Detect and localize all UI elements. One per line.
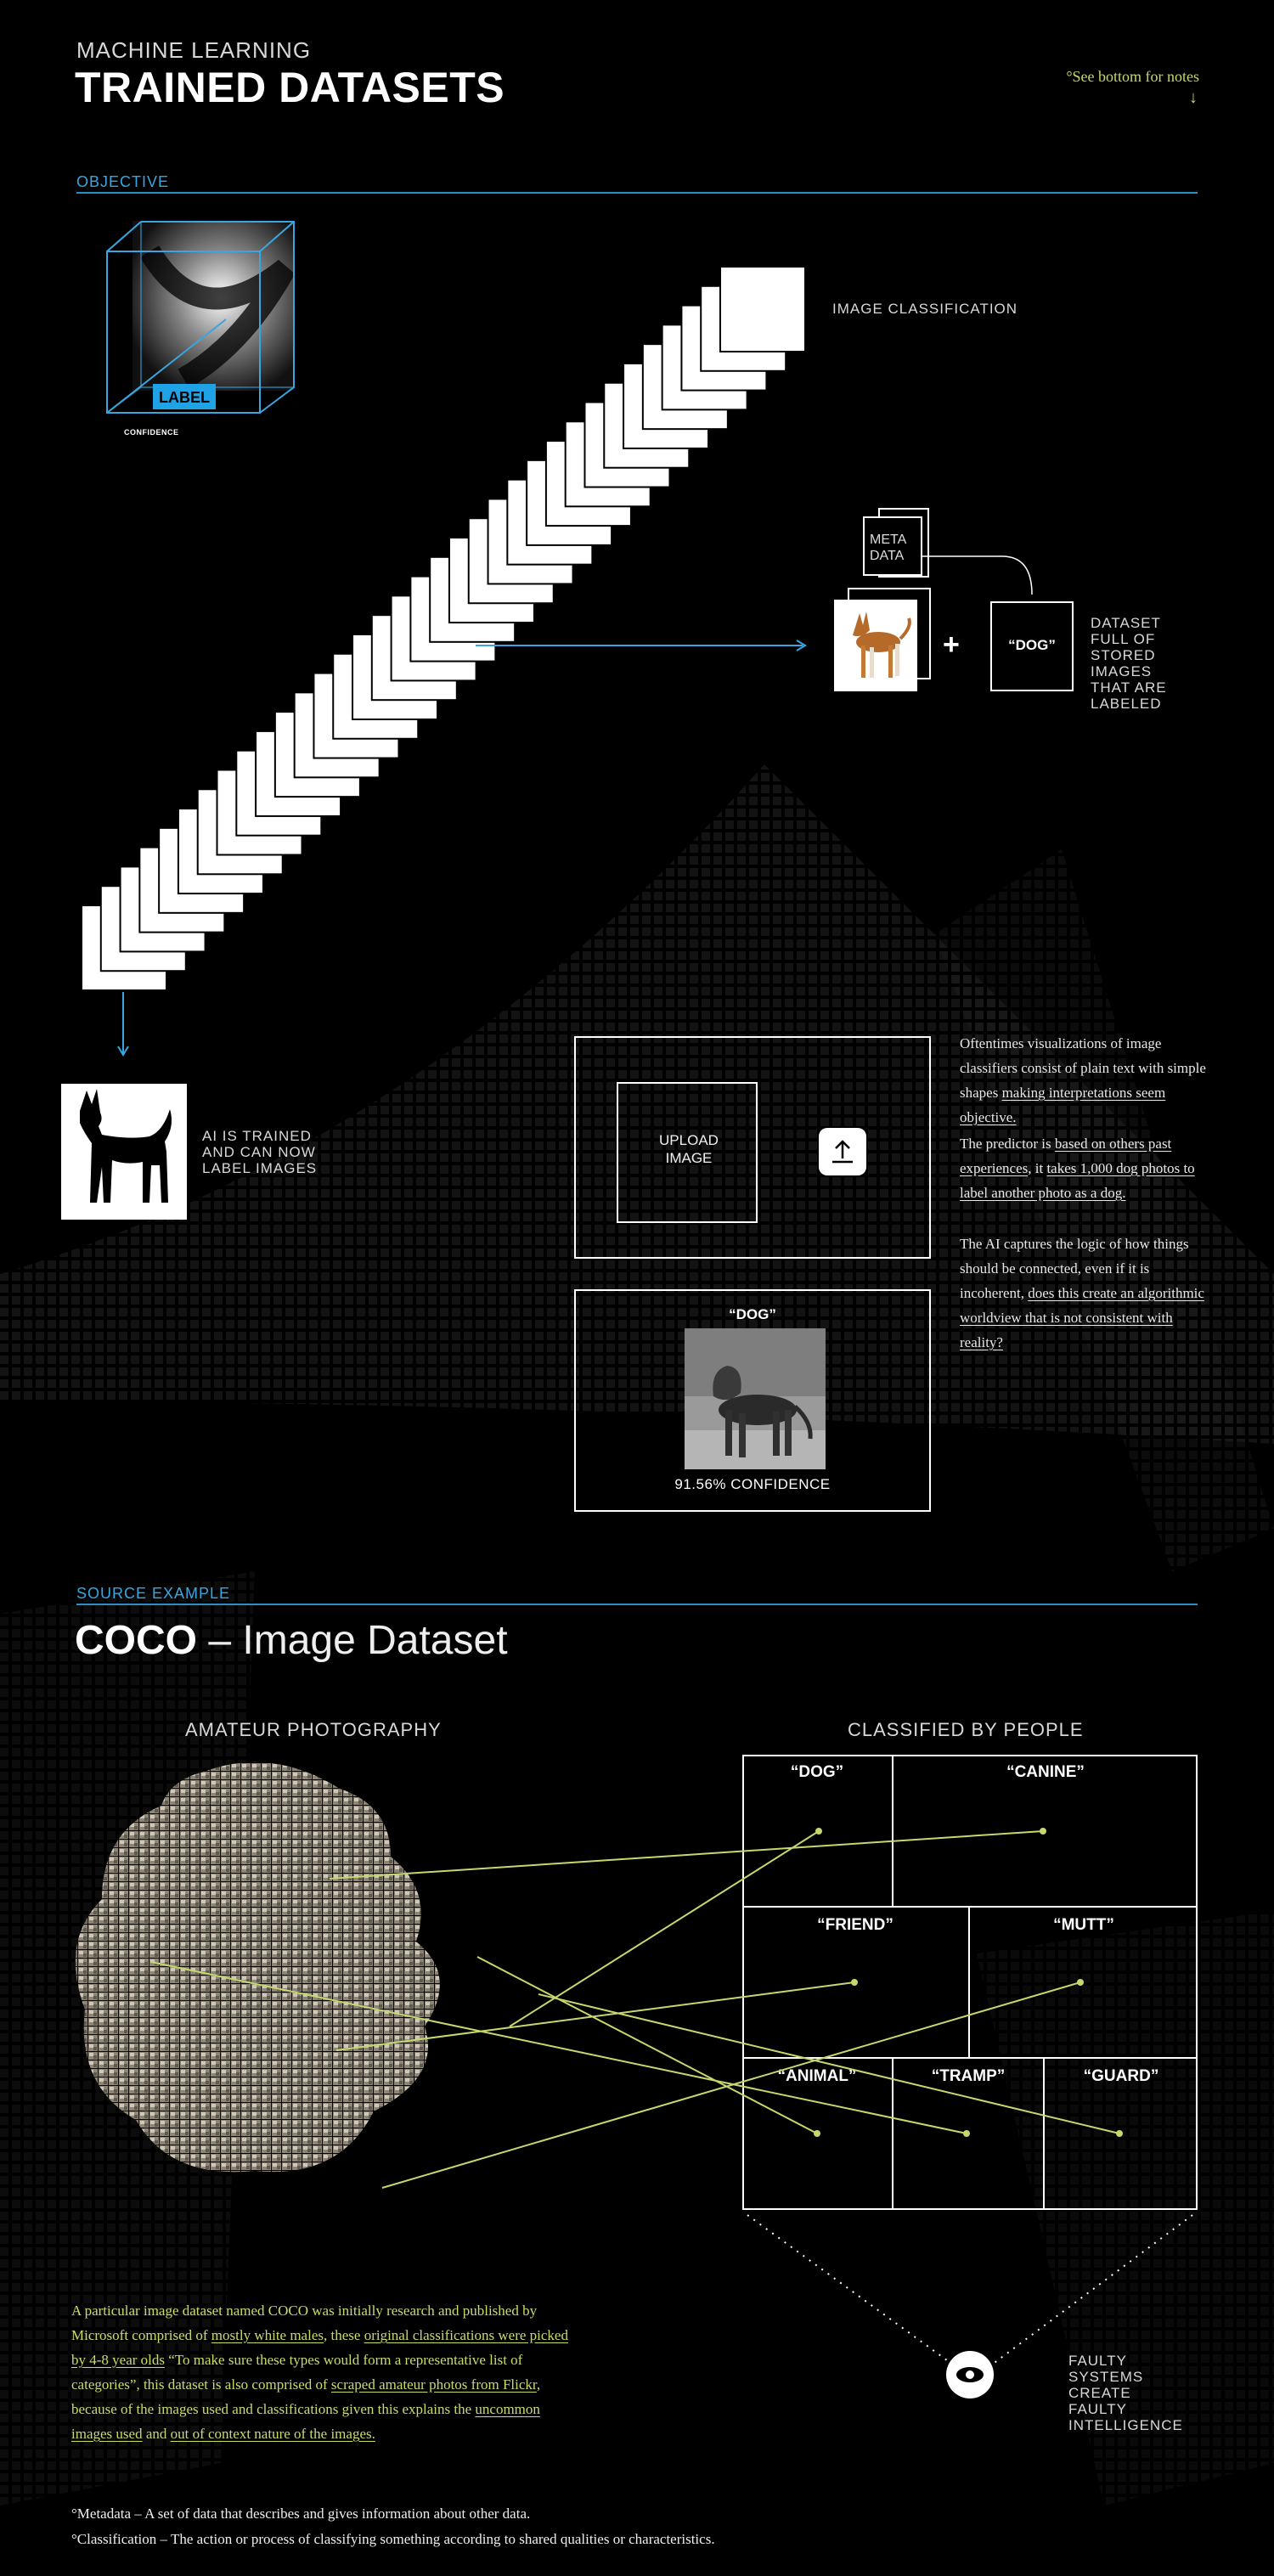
- section-label-source: SOURCE EXAMPLE: [76, 1585, 231, 1602]
- upload-image-label: UPLOAD IMAGE: [659, 1132, 719, 1166]
- down-arrow-icon: ↓: [1189, 88, 1198, 107]
- cube-caption: CONFIDENCE: [124, 428, 179, 437]
- coco-desc-link-1: mostly white males: [211, 2327, 324, 2343]
- category-dog-label: “DOG”: [790, 1763, 844, 1781]
- eye-icon: [946, 2351, 994, 2398]
- footnote-metadata: °Metadata – A set of data that describes and gives information about other data.: [71, 2506, 531, 2522]
- metadata-label: META DATA: [870, 533, 906, 563]
- category-mutt-label: “MUTT”: [1053, 1916, 1114, 1934]
- coco-title-rest: – Image Dataset: [197, 1618, 508, 1663]
- note-2-text: The predictor is: [960, 1136, 1055, 1152]
- coco-desc-3: “To make sure these types would form a representative list of categories”, this dataset is also comprised of: [71, 2352, 523, 2393]
- cube-label-badge: LABEL: [159, 389, 210, 406]
- note-2-link-2: takes 1,000 dog photos to label another photo as a dog.: [960, 1160, 1195, 1201]
- section-label-objective: OBJECTIVE: [76, 173, 170, 190]
- note-3-text: The AI captures the logic of how things should be connected, even if it is incoherent,: [960, 1236, 1189, 1301]
- result-confidence: 91.56% CONFIDENCE: [674, 1476, 831, 1492]
- trained-caption: AI IS TRAINED AND CAN NOW LABEL IMAGES: [202, 1128, 318, 1176]
- coco-desc-link-4: uncommon images used: [71, 2401, 540, 2442]
- footnote-classification: °Classification – The action or process of classifying something according to shared qualities or characteristics.: [71, 2531, 715, 2547]
- note-1-link: making interpretations seem objective.: [960, 1085, 1166, 1125]
- coco-desc-5: and: [142, 2426, 171, 2442]
- category-animal-label: “ANIMAL”: [777, 2067, 857, 2085]
- note-2-middle: , it: [1028, 1160, 1047, 1176]
- coco-desc-link-2: original classifications were picked by 4-8 year olds: [71, 2327, 568, 2368]
- category-guard-label: “GUARD”: [1083, 2067, 1159, 2085]
- note-1-text: Oftentimes visualizations of image classifiers consist of plain text with simple shapes: [960, 1035, 1206, 1101]
- note-2-link-1: based on others past experiences: [960, 1136, 1172, 1176]
- plus-icon: +: [943, 628, 960, 661]
- result-label: “DOG”: [729, 1306, 776, 1322]
- coco-desc-4: , because of the images used and classifications given this explains the: [71, 2376, 541, 2417]
- category-friend-label: “FRIEND”: [817, 1916, 893, 1934]
- coco-desc-link-5: out of context nature of the images.: [170, 2426, 375, 2442]
- classified-by-people-heading: CLASSIFIED BY PEOPLE: [848, 1719, 1084, 1740]
- see-notes-link[interactable]: °See bottom for notes: [1066, 68, 1199, 85]
- page-title: TRAINED DATASETS: [75, 64, 505, 111]
- stack-caption: IMAGE CLASSIFICATION: [832, 301, 1018, 317]
- dog-label-text: “DOG”: [1008, 637, 1056, 653]
- amateur-photography-heading: AMATEUR PHOTOGRAPHY: [185, 1719, 442, 1740]
- dataset-caption: DATASET FULL OF STORED IMAGES THAT ARE LABELED: [1091, 615, 1167, 712]
- category-tramp-label: “TRAMP”: [931, 2067, 1006, 2085]
- coco-desc-1: A particular image dataset named COCO was initially research and published by Microsoft comprised of: [71, 2303, 538, 2343]
- note-3-link: does this create an algorithmic worldview that is not consistent with reality?: [960, 1285, 1204, 1350]
- coco-desc-2: , these: [324, 2327, 364, 2343]
- page-kicker: MACHINE LEARNING: [76, 37, 312, 63]
- coco-desc-link-3: scraped amateur photos from Flickr: [330, 2376, 537, 2393]
- coco-description: [71, 2298, 581, 2446]
- faulty-systems-caption: FAULTY SYSTEMS CREATE FAULTY INTELLIGENCE: [1068, 2353, 1183, 2433]
- coco-title-bold: COCO: [75, 1618, 197, 1663]
- category-canine-label: “CANINE”: [1006, 1763, 1085, 1781]
